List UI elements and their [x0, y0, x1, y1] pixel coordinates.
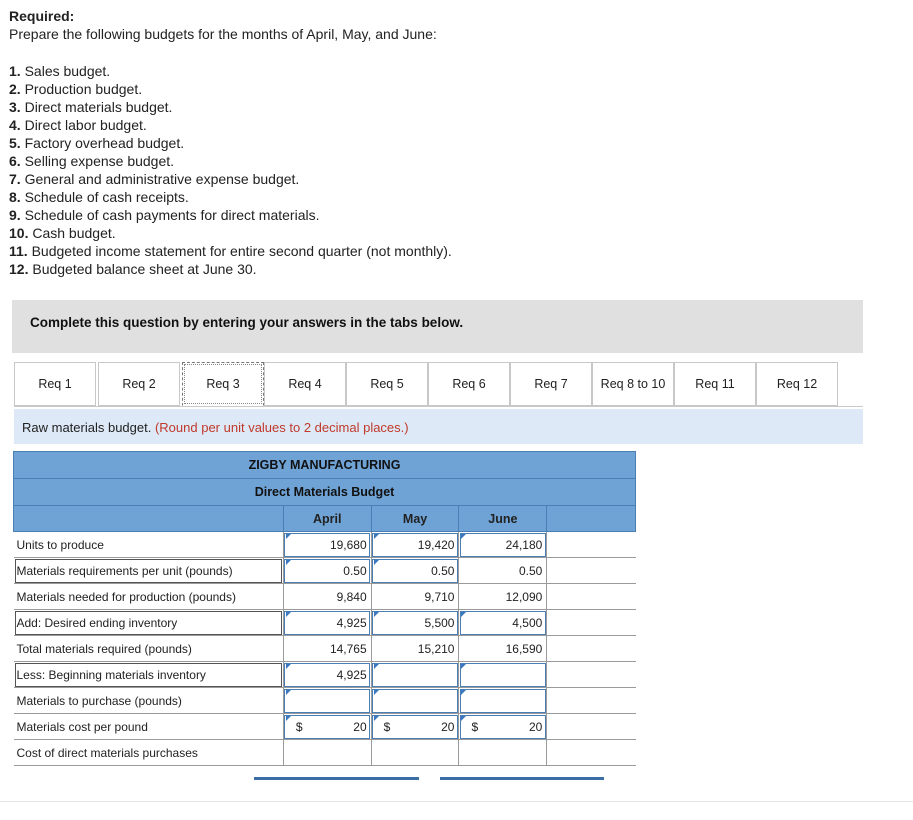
prev-tab-button[interactable] [254, 777, 419, 780]
requirement-item: 10. Cash budget. [9, 225, 116, 241]
june-total-value: 16,590 [459, 636, 547, 662]
april-ending-inventory-input[interactable]: 4,925 [283, 610, 371, 636]
requirement-item: 9. Schedule of cash payments for direct materials. [9, 207, 320, 223]
april-per-unit-input[interactable]: 0.50 [283, 558, 371, 584]
budget-title: Direct Materials Budget [14, 479, 636, 506]
tab-req-8-to-10[interactable]: Req 8 to 10 [592, 362, 674, 406]
company-name: ZIGBY MANUFACTURING [14, 452, 636, 479]
requirement-item: 5. Factory overhead budget. [9, 135, 185, 151]
april-total-value: 14,765 [283, 636, 371, 662]
tab-instruction-text: Raw materials budget. [22, 420, 152, 435]
tab-req-4[interactable]: Req 4 [264, 362, 346, 406]
april-purchase-cost-value [283, 740, 371, 766]
may-total-value: 15,210 [371, 636, 459, 662]
april-purchase-pounds-input[interactable] [283, 688, 371, 714]
spacer-cell [547, 714, 636, 740]
required-intro: Prepare the following budgets for the months of April, May, and June: [9, 26, 437, 42]
april-beginning-inventory-input[interactable]: 4,925 [283, 662, 371, 688]
requirement-item: 6. Selling expense budget. [9, 153, 175, 169]
column-header-blank [14, 506, 284, 532]
tab-req-6[interactable]: Req 6 [428, 362, 510, 406]
april-cost-per-pound-input[interactable] [283, 714, 371, 740]
row-label[interactable]: Materials requirements per unit (pounds) [14, 558, 284, 584]
tab-req-2[interactable]: Req 2 [98, 362, 180, 406]
table-row [14, 558, 636, 584]
requirement-item: 2. Production budget. [9, 81, 143, 97]
spacer-cell [547, 584, 636, 610]
requirement-item: 8. Schedule of cash receipts. [9, 189, 189, 205]
requirement-item: 7. General and administrative expense budget. [9, 171, 300, 187]
tab-req-1[interactable]: Req 1 [14, 362, 96, 406]
april-units-input[interactable]: 19,680 [283, 532, 371, 558]
spacer-cell [547, 636, 636, 662]
next-tab-button[interactable] [440, 777, 604, 780]
may-cost-per-pound-input[interactable] [371, 714, 459, 740]
spacer-cell [547, 532, 636, 558]
june-beginning-inventory-input[interactable] [459, 662, 547, 688]
table-row [14, 584, 636, 610]
june-units-input[interactable]: 24,180 [459, 532, 547, 558]
spacer-cell [547, 662, 636, 688]
tab-divider [14, 406, 863, 407]
table-row [14, 636, 636, 662]
tab-req-7[interactable]: Req 7 [510, 362, 592, 406]
june-per-unit-input[interactable]: 0.50 [459, 558, 547, 584]
april-needed-value: 9,840 [283, 584, 371, 610]
tab-req-12[interactable]: Req 12 [756, 362, 838, 406]
dollar-sign: $ [383, 720, 391, 734]
table-row [14, 740, 636, 766]
row-label: Cost of direct materials purchases [14, 740, 284, 766]
requirement-item: 3. Direct materials budget. [9, 99, 173, 115]
june-needed-value: 12,090 [459, 584, 547, 610]
june-purchase-cost-value [459, 740, 547, 766]
june-ending-inventory-input[interactable]: 4,500 [459, 610, 547, 636]
row-label: Materials cost per pound [14, 714, 284, 740]
table-row [14, 532, 636, 558]
page-divider [0, 801, 913, 802]
may-units-input[interactable]: 19,420 [371, 532, 459, 558]
may-ending-inventory-input[interactable]: 5,500 [371, 610, 459, 636]
requirements-list [9, 62, 452, 278]
may-per-unit-input[interactable]: 0.50 [371, 558, 459, 584]
table-row [14, 610, 636, 636]
required-heading: Required: [9, 8, 75, 24]
requirement-item: 4. Direct labor budget. [9, 117, 147, 133]
dollar-sign: $ [471, 720, 479, 734]
may-beginning-inventory-input[interactable] [371, 662, 459, 688]
dollar-sign: $ [295, 720, 303, 734]
row-label: Units to produce [14, 532, 284, 558]
column-header-june: June [459, 506, 547, 532]
row-label[interactable]: Less: Beginning materials inventory [14, 662, 284, 688]
rounding-note: (Round per unit values to 2 decimal places.) [154, 420, 409, 435]
direct-materials-budget-table [13, 451, 636, 766]
spacer-cell [547, 558, 636, 584]
table-row [14, 662, 636, 688]
cell-value: 20 [441, 719, 455, 734]
instructions-text: Complete this question by entering your answers in the tabs below. [30, 315, 464, 330]
column-header-april: April [283, 506, 371, 532]
spacer-cell [547, 610, 636, 636]
tab-req-3[interactable]: Req 3 [182, 362, 264, 406]
tab-req-5[interactable]: Req 5 [346, 362, 428, 406]
spacer-cell [547, 688, 636, 714]
may-purchase-pounds-input[interactable] [371, 688, 459, 714]
row-label: Materials to purchase (pounds) [14, 688, 284, 714]
tab-instruction [22, 420, 409, 435]
requirement-tabs [14, 362, 863, 407]
instructions-box [12, 300, 863, 353]
row-label: Total materials required (pounds) [14, 636, 284, 662]
table-row [14, 688, 636, 714]
requirement-item: 11. Budgeted income statement for entire second quarter (not monthly). [9, 243, 452, 259]
may-purchase-cost-value [371, 740, 459, 766]
cell-value: 20 [528, 719, 543, 734]
tab-req-11[interactable]: Req 11 [674, 362, 756, 406]
column-header-may: May [371, 506, 459, 532]
requirement-item: 1. Sales budget. [9, 63, 111, 79]
table-row [14, 714, 636, 740]
may-needed-value: 9,710 [371, 584, 459, 610]
spacer-cell [547, 740, 636, 766]
june-purchase-pounds-input[interactable] [459, 688, 547, 714]
tab-instruction-bar [14, 409, 863, 444]
cell-value: 20 [353, 719, 367, 734]
column-header-blank [547, 506, 636, 532]
row-label: Materials needed for production (pounds) [14, 584, 284, 610]
june-cost-per-pound-input[interactable] [459, 714, 547, 740]
row-label[interactable]: Add: Desired ending inventory [14, 610, 284, 636]
requirement-item: 12. Budgeted balance sheet at June 30. [9, 261, 257, 277]
